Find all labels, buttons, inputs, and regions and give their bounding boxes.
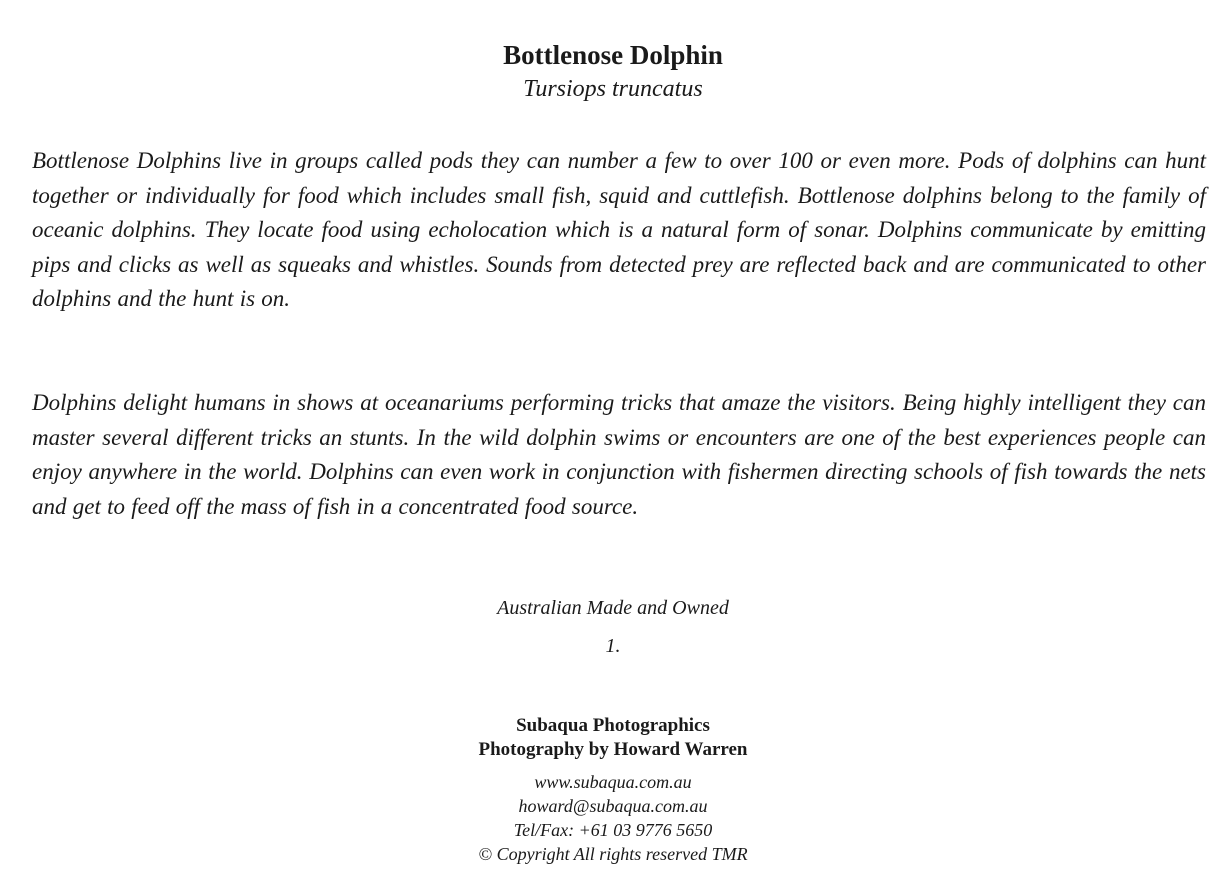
phone-number: Tel/Fax: +61 03 9776 5650: [513, 820, 713, 840]
body-paragraph: Dolphins delight humans in shows at oceanariums performing tricks that amaze the visitors. Being highly intelligent they can master several different tricks an stunts. In the wild dolphin swims or encounters are one of the best experiences people can enjoy anywhere in the world. Dolphins can even work in conjunction with fishermen directing schools of fish towards the nets and get to feed off the mass of fish in a concentrated food source.: [32, 390, 1206, 519]
email-link[interactable]: howard@subaqua.com.au: [518, 796, 708, 816]
page-number: 1.: [605, 635, 621, 657]
company-name: Subaqua Photographics: [516, 715, 710, 736]
website-link[interactable]: www.subaqua.com.au: [534, 772, 692, 792]
scientific-name: Tursiops truncatus: [523, 76, 703, 102]
body-paragraph: Bottlenose Dolphins live in groups called pods they can number a few to over 100 or even more. Pods of dolphins can hunt together or individually for food which includes small fish, squid and cuttlefish. Bottlenose dolphins belong to the family of oceanic dolphins. They locate food using echolocation which is a natural form of sonar. Dolphins communicate by emitting pips and clicks as well as squeaks and whistles. Sounds from detected prey are reflected back and are communicated to other dolphins and the hunt is on.: [32, 148, 1206, 311]
copyright-notice: © Copyright All rights reserved TMR: [478, 844, 748, 864]
page-title: Bottlenose Dolphin: [503, 40, 723, 70]
photographer-credit: Photography by Howard Warren: [478, 739, 748, 760]
tagline: Australian Made and Owned: [497, 597, 729, 619]
